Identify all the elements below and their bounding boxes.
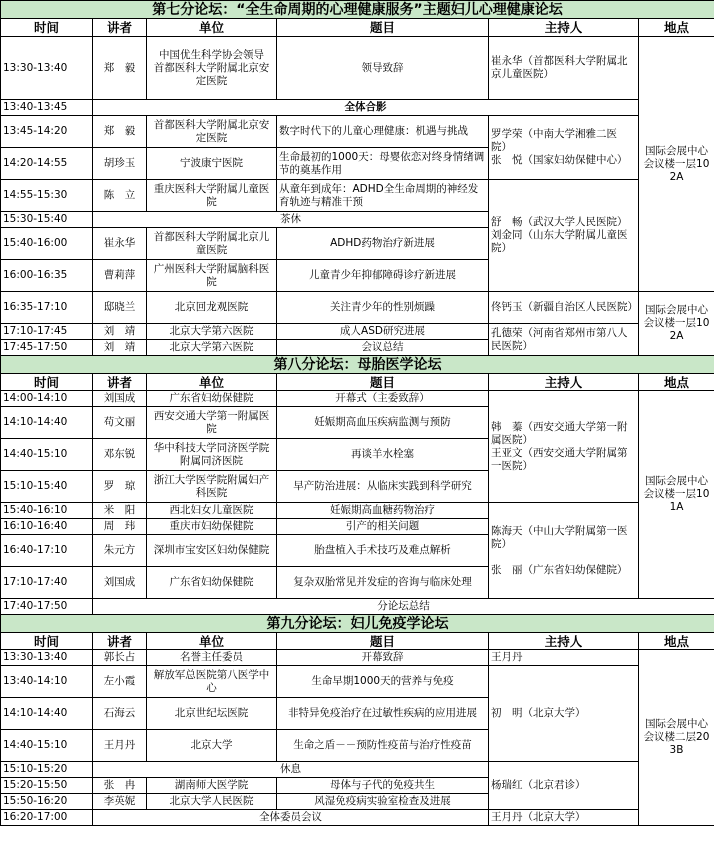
- time-cell: 13:40-14:10: [1, 666, 93, 698]
- topic-cell: 生命之盾－－预防性疫苗与治疗性疫苗: [277, 730, 489, 762]
- venue-cell: 国际会展中心会议楼一层101A: [639, 391, 714, 599]
- time-cell: 13:30-13:40: [1, 650, 93, 666]
- time-cell: 15:50-16:20: [1, 794, 93, 810]
- unit-cell: 北京大学: [147, 730, 277, 762]
- time-cell: 13:45-14:20: [1, 116, 93, 148]
- unit-cell: 西安交通大学第一附属医院: [147, 407, 277, 439]
- col-host: 主持人: [489, 633, 639, 650]
- col-topic: 题目: [277, 633, 489, 650]
- speaker-cell: 郭长占: [93, 650, 147, 666]
- unit-cell: 宁波康宁医院: [147, 148, 277, 180]
- topic-cell: 非特异免疫治疗在过敏性疾病的应用进展: [277, 698, 489, 730]
- speaker-cell: 刘 靖: [93, 340, 147, 356]
- speaker-cell: 陈 立: [93, 180, 147, 212]
- time-cell: 14:55-15:30: [1, 180, 93, 212]
- topic-cell: 生命早期1000天的营养与免疫: [277, 666, 489, 698]
- unit-cell: 浙江大学医学院附属妇产科医院: [147, 471, 277, 503]
- host-cell: 佟钙玉（新疆自治区人民医院）: [489, 292, 639, 324]
- unit-cell: 解放军总医院第八医学中心: [147, 666, 277, 698]
- col-host: 主持人: [489, 374, 639, 391]
- speaker-cell: 左小霞: [93, 666, 147, 698]
- unit-cell: 重庆市妇幼保健院: [147, 519, 277, 535]
- unit-cell: 北京大学人民医院: [147, 794, 277, 810]
- speaker-cell: 邓东锐: [93, 439, 147, 471]
- topic-cell: 妊娠期高血糖药物治疗: [277, 503, 489, 519]
- topic-cell: 茶休: [93, 212, 489, 228]
- time-cell: 14:10-14:40: [1, 407, 93, 439]
- host-cell: 崔永华（首都医科大学附属北京儿童医院）: [489, 37, 639, 100]
- unit-cell: 重庆医科大学附属儿童医院: [147, 180, 277, 212]
- time-cell: 13:30-13:40: [1, 37, 93, 100]
- speaker-cell: 邸晓兰: [93, 292, 147, 324]
- host-cell: 杨瑞红（北京君诊）: [489, 762, 639, 810]
- topic-cell: 开幕式（主委致辞）: [277, 391, 489, 407]
- speaker-cell: 米 阳: [93, 503, 147, 519]
- topic-cell: 领导致辞: [277, 37, 489, 100]
- unit-cell: 名誉主任委员: [147, 650, 277, 666]
- speaker-cell: 崔永华: [93, 228, 147, 260]
- time-cell: 17:45-17:50: [1, 340, 93, 356]
- topic-cell: 早产防治进展：从临床实践到科学研究: [277, 471, 489, 503]
- host-cell: 罗学荣（中南大学湘雅二医院） 张 悦（国家妇幼保健中心）: [489, 116, 639, 180]
- topic-cell: 再谈羊水栓塞: [277, 439, 489, 471]
- unit-cell: 深圳市宝安区妇幼保健院: [147, 535, 277, 567]
- time-cell: 14:40-15:10: [1, 730, 93, 762]
- topic-cell: 风湿免疫病实验室检查及进展: [277, 794, 489, 810]
- topic-cell: 全体合影: [93, 100, 639, 116]
- unit-cell: 华中科技大学同济医学院附属同济医院: [147, 439, 277, 471]
- time-cell: 15:40-16:10: [1, 503, 93, 519]
- host-cell: 舒 畅（武汉大学人民医院） 刘金同（山东大学附属儿童医院）: [489, 180, 639, 292]
- time-cell: 15:10-15:20: [1, 762, 93, 778]
- host-cell: 孔德荣（河南省郑州市第八人民医院）: [489, 324, 639, 356]
- time-cell: 16:10-16:40: [1, 519, 93, 535]
- topic-cell: 从童年到成年：ADHD全生命周期的神经发育轨迹与精准干预: [277, 180, 489, 212]
- time-cell: 16:40-17:10: [1, 535, 93, 567]
- time-cell: 15:20-15:50: [1, 778, 93, 794]
- host-cell: 王月丹: [489, 650, 639, 666]
- topic-cell: 生命最初的1000天：母婴依恋对终身情绪调节的奠基作用: [277, 148, 489, 180]
- speaker-cell: 郑 毅: [93, 37, 147, 100]
- topic-cell: 关注青少年的性别烦躁: [277, 292, 489, 324]
- col-venue: 地点: [639, 19, 714, 37]
- speaker-cell: 曹莉萍: [93, 260, 147, 292]
- col-topic: 题目: [277, 374, 489, 391]
- unit-cell: 广东省妇幼保健院: [147, 391, 277, 407]
- time-cell: 14:20-14:55: [1, 148, 93, 180]
- speaker-cell: 刘 靖: [93, 324, 147, 340]
- time-cell: 16:35-17:10: [1, 292, 93, 324]
- col-unit: 单位: [147, 374, 277, 391]
- speaker-cell: 刘国成: [93, 567, 147, 599]
- col-topic: 题目: [277, 19, 489, 37]
- topic-cell: 儿童青少年抑郁障碍诊疗新进展: [277, 260, 489, 292]
- unit-cell: 广州医科大学附属脑科医院: [147, 260, 277, 292]
- topic-cell: 休息: [93, 762, 489, 778]
- col-unit: 单位: [147, 633, 277, 650]
- topic-cell: 母体与子代的免疫共生: [277, 778, 489, 794]
- time-cell: 13:40-13:45: [1, 100, 93, 116]
- unit-cell: 首都医科大学附属北京儿童医院: [147, 228, 277, 260]
- col-speaker: 讲者: [93, 633, 147, 650]
- host-cell: 王月丹（北京大学）: [489, 810, 639, 826]
- unit-cell: 中国优生科学协会领导 首都医科大学附属北京安定医院: [147, 37, 277, 100]
- unit-cell: 北京回龙观医院: [147, 292, 277, 324]
- venue-cell: 国际会展中心会议楼一层102A: [639, 37, 714, 292]
- col-venue: 地点: [639, 374, 714, 391]
- host-cell: 陈海天（中山大学附属第一医院） 张 丽（广东省妇幼保健院）: [489, 503, 639, 599]
- host-cell: 初 明（北京大学）: [489, 666, 639, 762]
- unit-cell: 湖南师大医学院: [147, 778, 277, 794]
- time-cell: 15:30-15:40: [1, 212, 93, 228]
- topic-cell: 开幕致辞: [277, 650, 489, 666]
- time-cell: 16:00-16:35: [1, 260, 93, 292]
- speaker-cell: 郑 毅: [93, 116, 147, 148]
- unit-cell: 首都医科大学附属北京安定医院: [147, 116, 277, 148]
- topic-cell: ADHD药物治疗新进展: [277, 228, 489, 260]
- topic-cell: 会议总结: [277, 340, 489, 356]
- time-cell: 15:40-16:00: [1, 228, 93, 260]
- col-time: 时间: [1, 19, 93, 37]
- unit-cell: 北京世纪坛医院: [147, 698, 277, 730]
- unit-cell: 北京大学第六医院: [147, 324, 277, 340]
- speaker-cell: 石海云: [93, 698, 147, 730]
- time-cell: 14:10-14:40: [1, 698, 93, 730]
- speaker-cell: 罗 琼: [93, 471, 147, 503]
- host-cell: 韩 蓁（西安交通大学第一附属医院） 王亚文（西安交通大学附属第一医院）: [489, 391, 639, 503]
- time-cell: 17:40-17:50: [1, 599, 93, 615]
- topic-cell: 分论坛总结: [93, 599, 714, 615]
- speaker-cell: 刘国成: [93, 391, 147, 407]
- speaker-cell: 胡珍玉: [93, 148, 147, 180]
- section-title: 第九分论坛：妇儿免疫学论坛: [1, 615, 714, 633]
- topic-cell: 成人ASD研究进展: [277, 324, 489, 340]
- unit-cell: 北京大学第六医院: [147, 340, 277, 356]
- time-cell: 17:10-17:40: [1, 567, 93, 599]
- col-speaker: 讲者: [93, 19, 147, 37]
- time-cell: 15:10-15:40: [1, 471, 93, 503]
- time-cell: 14:40-15:10: [1, 439, 93, 471]
- topic-cell: 引产的相关问题: [277, 519, 489, 535]
- speaker-cell: 苟文丽: [93, 407, 147, 439]
- speaker-cell: 朱元方: [93, 535, 147, 567]
- topic-cell: 胎盘植入手术技巧及难点解析: [277, 535, 489, 567]
- col-host: 主持人: [489, 19, 639, 37]
- time-cell: 14:00-14:10: [1, 391, 93, 407]
- col-unit: 单位: [147, 19, 277, 37]
- topic-cell: 妊娠期高血压疾病监测与预防: [277, 407, 489, 439]
- speaker-cell: 王月丹: [93, 730, 147, 762]
- section-title: 第七分论坛：“全生命周期的心理健康服务”主题妇儿心理健康论坛: [1, 1, 714, 19]
- col-time: 时间: [1, 633, 93, 650]
- venue-cell: 国际会展中心会议楼二层203B: [639, 650, 714, 826]
- col-time: 时间: [1, 374, 93, 391]
- time-cell: 17:10-17:45: [1, 324, 93, 340]
- time-cell: 16:20-17:00: [1, 810, 93, 826]
- col-speaker: 讲者: [93, 374, 147, 391]
- section-title: 第八分论坛：母胎医学论坛: [1, 356, 714, 374]
- unit-cell: 西北妇女儿童医院: [147, 503, 277, 519]
- speaker-cell: 周 玮: [93, 519, 147, 535]
- topic-cell: 全体委员会议: [93, 810, 489, 826]
- speaker-cell: 张 冉: [93, 778, 147, 794]
- topic-cell: 复杂双胎常见并发症的咨询与临床处理: [277, 567, 489, 599]
- topic-cell: 数字时代下的儿童心理健康：机遇与挑战: [277, 116, 489, 148]
- col-venue: 地点: [639, 633, 714, 650]
- speaker-cell: 李英妮: [93, 794, 147, 810]
- unit-cell: 广东省妇幼保健院: [147, 567, 277, 599]
- venue-cell: 国际会展中心会议楼一层102A: [639, 292, 714, 356]
